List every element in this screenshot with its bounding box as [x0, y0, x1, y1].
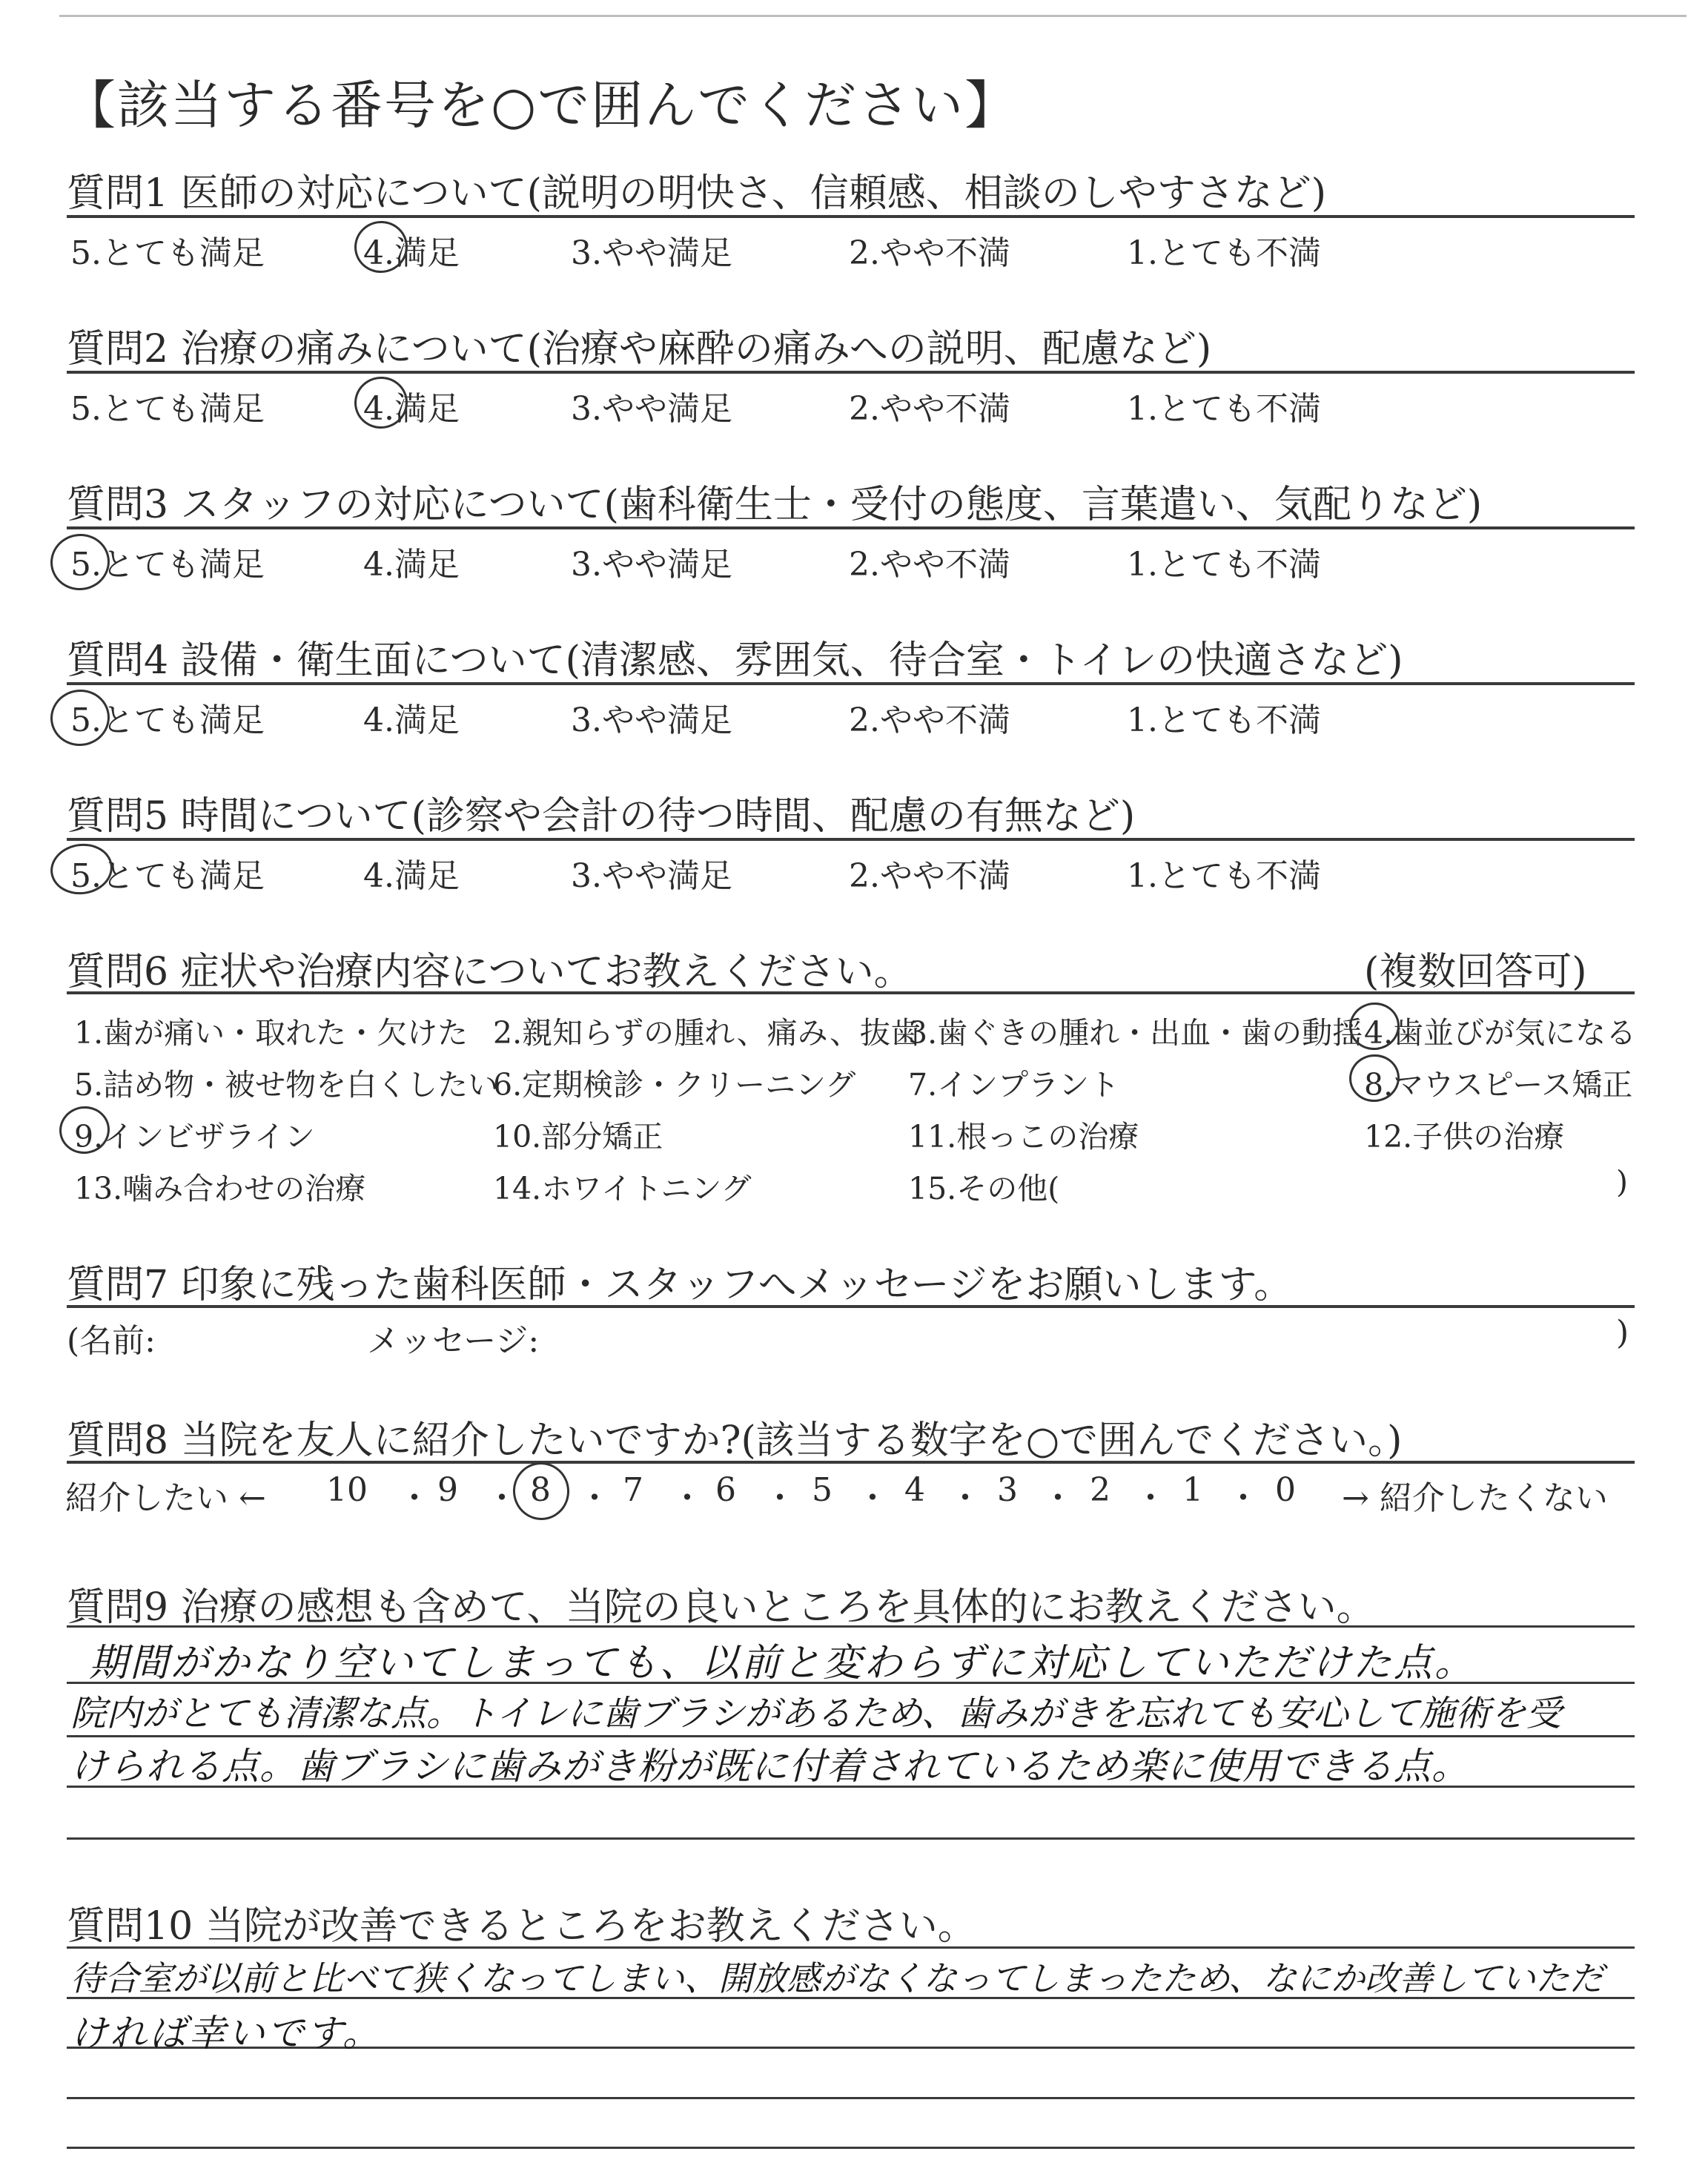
q5-option-1[interactable]: 1.とても不満 [1127, 857, 1321, 895]
q8-dot: ・ [1042, 1479, 1074, 1517]
q6-option-15[interactable]: 15.その他( [908, 1171, 1060, 1206]
q3-option-2[interactable]: 2.やや不満 [849, 546, 1010, 584]
q8-scale-2[interactable]: 2 [1090, 1471, 1110, 1509]
q8-scale-5[interactable]: 5 [812, 1471, 833, 1509]
q8-left-label: 紹介したい ← [65, 1479, 266, 1517]
q6-option-5[interactable]: 5.詰め物・被せ物を白くしたい [74, 1067, 499, 1103]
q9-handwritten-line-1: 期間がかなり空いてしまっても、以前と変わらずに対応していただけた点。 [89, 1641, 1476, 1685]
q3-option-3[interactable]: 3.やや満足 [571, 546, 732, 584]
q8-right-label: → 紹介したくない [1342, 1479, 1608, 1517]
q2-option-4[interactable]: 4.満足 [363, 390, 460, 428]
q6-option-13[interactable]: 13.噛み合わせの治療 [74, 1171, 366, 1206]
q8-dot: ・ [856, 1479, 889, 1517]
q8-answer-circle [509, 1459, 573, 1524]
q8-dot: ・ [486, 1479, 518, 1517]
question-10: 質問10 当院が改善できるところをお教えください。 [67, 1904, 976, 1949]
q8-scale-4[interactable]: 4 [904, 1471, 925, 1509]
question-3: 質問3 スタッフの対応について(歯科衛生士・受付の態度、言葉遣い、気配りなど) [67, 483, 1483, 527]
question-2-rule [67, 371, 1635, 374]
q6-option-3[interactable]: 3.歯ぐきの腫れ・出血・歯の動揺 [908, 1015, 1363, 1051]
q6-option-14[interactable]: 14.ホワイトニング [493, 1171, 752, 1206]
q8-scale-6[interactable]: 6 [715, 1471, 736, 1509]
question-5: 質問5 時間について(診察や会計の待つ時間、配慮の有無など) [67, 794, 1136, 839]
q8-scale-8[interactable]: 8 [530, 1471, 551, 1509]
q1-option-2[interactable]: 2.やや不満 [849, 234, 1010, 272]
question-3-rule [67, 526, 1635, 529]
q8-dot: ・ [1134, 1479, 1167, 1517]
q1-option-3[interactable]: 3.やや満足 [571, 234, 732, 272]
q8-scale-1[interactable]: 1 [1182, 1471, 1203, 1509]
q6-option-12[interactable]: 12.子供の治療 [1364, 1119, 1565, 1155]
q2-option-2[interactable]: 2.やや不満 [849, 390, 1010, 428]
q7-name-label: (名前: [67, 1322, 156, 1360]
question-1: 質問1 医師の対応について(説明の明快さ、信頼感、相談のしやすさなど) [67, 171, 1327, 216]
q8-dot: ・ [671, 1479, 704, 1517]
q9-handwritten-line-2: 院内がとても清潔な点。トイレに歯ブラシがあるため、歯みがきを忘れても安心して施術を受 [70, 1693, 1562, 1734]
top-border [59, 15, 1687, 17]
q6-option-4[interactable]: 4.歯並びが気になる [1364, 1015, 1637, 1051]
q1-option-4[interactable]: 4.満足 [363, 234, 460, 272]
q2-option-1[interactable]: 1.とても不満 [1127, 390, 1321, 428]
question-8-rule [67, 1461, 1635, 1464]
q9-line-5 [67, 1837, 1635, 1840]
q6-option-11[interactable]: 11.根っこの治療 [908, 1119, 1139, 1155]
question-7: 質問7 印象に残った歯科医師・スタッフへメッセージをお願いします。 [67, 1263, 1293, 1307]
q4-option-3[interactable]: 3.やや満足 [571, 701, 732, 739]
q6-option-7[interactable]: 7.インプラント [908, 1067, 1120, 1103]
question-4: 質問4 設備・衛生面について(清潔感、雰囲気、待合室・トイレの快適さなど) [67, 638, 1403, 683]
q3-option-4[interactable]: 4.満足 [363, 546, 460, 584]
q6-option-1[interactable]: 1.歯が痛い・取れた・欠けた [74, 1015, 469, 1051]
q2-option-5[interactable]: 5.とても満足 [70, 390, 265, 428]
q7-message-label: メッセージ: [367, 1322, 540, 1360]
q8-dot: ・ [764, 1479, 796, 1517]
q10-handwritten-line-2: ければ幸いです。 [70, 2012, 382, 2055]
question-6-note: (複数回答可) [1364, 950, 1587, 994]
q8-scale-7[interactable]: 7 [623, 1471, 643, 1509]
q4-option-4[interactable]: 4.満足 [363, 701, 460, 739]
q10-line-4 [67, 2097, 1635, 2099]
q8-scale-9[interactable]: 9 [437, 1471, 458, 1509]
question-1-rule [67, 215, 1635, 218]
q6-option-10[interactable]: 10.部分矯正 [493, 1119, 663, 1155]
q9-handwritten-line-3: けられる点。歯ブラシに歯みがき粉が既に付着されているため楽に使用できる点。 [70, 1745, 1469, 1788]
q5-option-4[interactable]: 4.満足 [363, 857, 460, 895]
q4-option-1[interactable]: 1.とても不満 [1127, 701, 1321, 739]
q8-scale-3[interactable]: 3 [997, 1471, 1018, 1509]
question-7-rule [67, 1305, 1635, 1308]
page-title: 【該当する番号を○で囲んでください】 [64, 75, 1019, 136]
question-9: 質問9 治療の感想も含めて、当院の良いところを具体的にお教えください。 [67, 1585, 1375, 1630]
question-6: 質問6 症状や治療内容についてお教えください。 [67, 950, 913, 994]
q8-dot: ・ [949, 1479, 982, 1517]
q10-handwritten-line-1: 待合室が以前と比べて狭くなってしまい、開放感がなくなってしまったため、なにか改善していただ [70, 1958, 1604, 1998]
question-6-rule [67, 991, 1635, 994]
q6-option-2[interactable]: 2.親知らずの腫れ、痛み、抜歯 [493, 1015, 921, 1051]
q3-option-1[interactable]: 1.とても不満 [1127, 546, 1321, 584]
q8-dot: ・ [578, 1479, 611, 1517]
q10-line-5 [67, 2147, 1635, 2149]
q1-option-5[interactable]: 5.とても満足 [70, 234, 265, 272]
q6-option-9[interactable]: 9.インビザライン [74, 1119, 315, 1155]
question-2: 質問2 治療の痛みについて(治療や麻酔の痛みへの説明、配慮など) [67, 327, 1212, 371]
q4-option-2[interactable]: 2.やや不満 [849, 701, 1010, 739]
q6-option-6[interactable]: 6.定期検診・クリーニング [493, 1067, 856, 1103]
q8-dot: ・ [1227, 1479, 1260, 1517]
q8-scale-10[interactable]: 10 [326, 1471, 368, 1509]
q9-line-1 [67, 1625, 1635, 1628]
question-8: 質問8 当院を友人に紹介したいですか?(該当する数字を○で囲んでください。) [67, 1418, 1403, 1463]
question-5-rule [67, 838, 1635, 841]
q7-close-paren: ) [1616, 1314, 1629, 1352]
question-4-rule [67, 682, 1635, 685]
q10-line-1 [67, 1946, 1635, 1949]
q2-option-3[interactable]: 3.やや満足 [571, 390, 732, 428]
q5-option-3[interactable]: 3.やや満足 [571, 857, 732, 895]
q8-dot: ・ [398, 1479, 431, 1517]
q5-option-5[interactable]: 5.とても満足 [70, 857, 265, 895]
q1-option-1[interactable]: 1.とても不満 [1127, 234, 1321, 272]
q6-option-15-close: ) [1616, 1164, 1628, 1200]
q6-option-8[interactable]: 8.マウスピース矯正 [1364, 1067, 1633, 1103]
q5-option-2[interactable]: 2.やや不満 [849, 857, 1010, 895]
q3-option-5[interactable]: 5.とても満足 [70, 546, 265, 584]
q4-option-5[interactable]: 5.とても満足 [70, 701, 265, 739]
q8-scale-0[interactable]: 0 [1275, 1471, 1296, 1509]
